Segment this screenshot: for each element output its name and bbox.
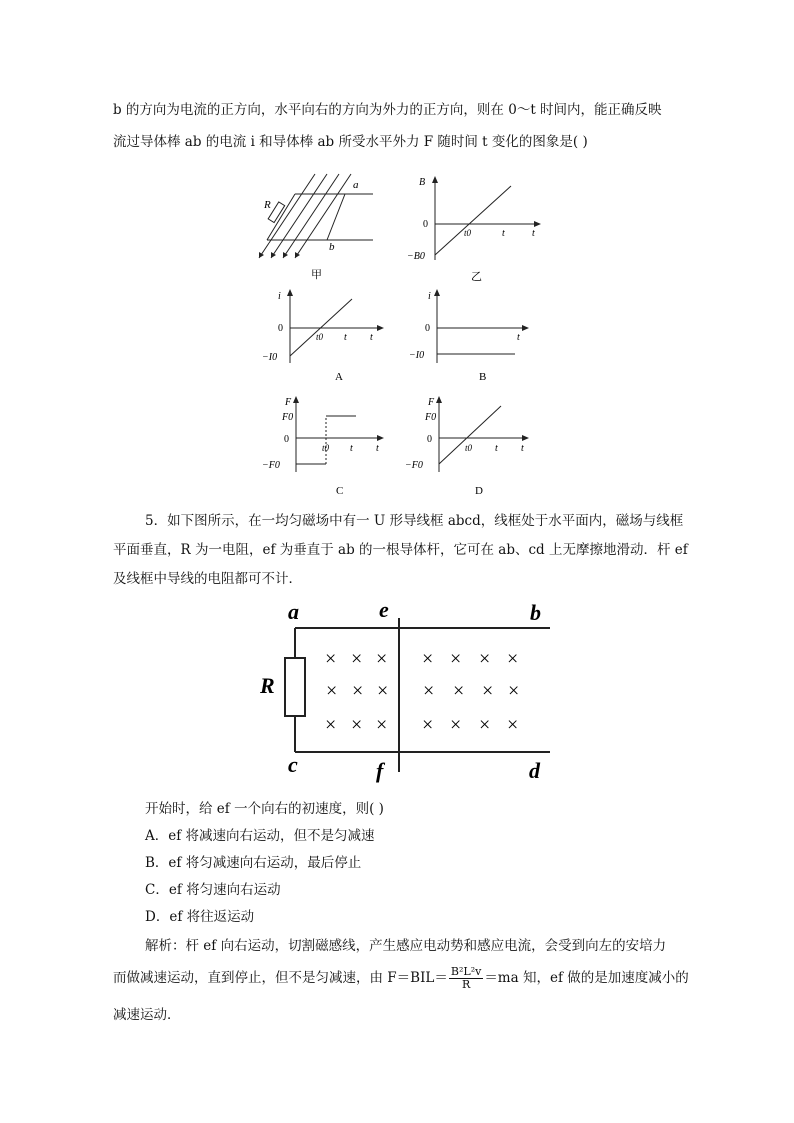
field-cross: × — [326, 680, 338, 702]
q5-text-line-2: 平面垂直，R 为一电阻，ef 为垂直于 ab 的一根导体杆，它可在 ab、cd 上无摩擦地滑动．杆 ef — [113, 542, 688, 558]
yi-y-zero: 0 — [423, 219, 428, 230]
q5-analysis-line-3: 减速运动． — [113, 1007, 181, 1023]
b-ylabel: i — [428, 291, 431, 302]
q5-label-a: a — [288, 599, 299, 624]
field-cross: × — [507, 648, 519, 670]
field-cross: × — [376, 648, 388, 670]
jia-label-b: b — [329, 241, 335, 253]
yi-ylabel: B — [419, 177, 426, 188]
field-cross: × — [479, 648, 491, 670]
q5-label-b: b — [530, 600, 541, 625]
q5-option-c: C．ef 将匀速向右运动 — [145, 882, 281, 898]
field-cross: × — [325, 648, 337, 670]
field-cross: × — [376, 714, 388, 736]
a-x-t0: t0 — [316, 332, 324, 342]
q5-label-e: e — [379, 597, 389, 622]
fraction-numerator: B²L²v — [450, 965, 482, 978]
c-y-pos: F0 — [282, 412, 294, 423]
q5-label-c: c — [288, 752, 298, 777]
field-cross: × — [507, 714, 519, 736]
figure-jia — [245, 168, 385, 283]
a-y-zero: 0 — [278, 323, 283, 334]
field-cross: × — [351, 648, 363, 670]
yi-x-t0: t0 — [464, 228, 472, 238]
d-x-t0: t0 — [465, 443, 473, 453]
field-cross: × — [422, 714, 434, 736]
c-x-t0: t0 — [322, 443, 330, 453]
a-x-axis: t — [370, 332, 373, 343]
field-cross: × — [351, 714, 363, 736]
option-b-graph — [407, 285, 547, 390]
q5-label-d: d — [529, 758, 540, 783]
c-caption: C — [336, 485, 344, 497]
figure-yi — [405, 170, 545, 285]
analysis-fraction — [449, 966, 483, 991]
q5-option-d: D．ef 将往返运动 — [145, 909, 255, 925]
a-x-t: t — [344, 332, 347, 343]
d-y-zero: 0 — [427, 434, 432, 445]
analysis-text-post: ＝ma 知，ef 做的是加速度减小的 — [484, 970, 689, 986]
field-cross: × — [352, 680, 364, 702]
d-x-t: t — [495, 443, 498, 454]
jia-label-R: R — [264, 199, 271, 211]
yi-x-t: t — [502, 228, 505, 239]
d-ylabel: F — [428, 397, 435, 408]
q5-label-f: f — [376, 758, 384, 783]
b-y-zero: 0 — [425, 323, 430, 334]
a-y-neg: −I0 — [262, 352, 278, 363]
d-y-pos: F0 — [425, 412, 437, 423]
b-x-axis: t — [517, 332, 520, 343]
q5-text-line-3: 及线框中导线的电阻都可不计． — [113, 571, 302, 587]
b-caption: B — [479, 371, 487, 383]
analysis-text-pre: 而做减速运动，直到停止，但不是匀减速，由 F＝BIL＝ — [113, 970, 448, 986]
q5-circuit-figure — [250, 596, 560, 786]
jia-caption: 甲 — [311, 269, 322, 281]
jia-label-a: a — [353, 179, 359, 191]
a-ylabel: i — [278, 291, 281, 302]
option-c-graph — [260, 392, 400, 502]
d-x-axis: t — [521, 443, 524, 454]
d-y-neg: −F0 — [405, 460, 423, 471]
field-cross: × — [325, 714, 337, 736]
option-d-graph — [403, 392, 543, 502]
field-cross: × — [422, 648, 434, 670]
field-cross: × — [453, 680, 465, 702]
a-caption: A — [335, 371, 343, 383]
field-cross: × — [482, 680, 494, 702]
option-a-graph — [260, 285, 400, 390]
field-cross: × — [450, 714, 462, 736]
field-cross: × — [423, 680, 435, 702]
c-x-axis: t — [376, 443, 379, 454]
q4-text-line-2: 流过导体棒 ab 的电流 i 和导体棒 ab 所受水平外力 F 随时间 t 变化的图象是( ) — [113, 134, 588, 150]
b-y-neg: −I0 — [409, 350, 425, 361]
q5-option-a: A．ef 将减速向右运动，但不是匀减速 — [145, 828, 375, 844]
d-caption: D — [475, 485, 483, 497]
yi-x-axis: t — [532, 228, 535, 239]
yi-caption: 乙 — [471, 271, 482, 283]
q5-option-b: B．ef 将匀减速向右运动，最后停止 — [145, 855, 362, 871]
field-cross: × — [377, 680, 389, 702]
q5-label-R: R — [260, 673, 275, 698]
magnetic-field-crosses — [325, 648, 519, 736]
c-y-zero: 0 — [284, 434, 289, 445]
q5-analysis-line-1: 解析：杆 ef 向右运动，切割磁感线，产生感应电动势和感应电流，会受到向左的安培力 — [145, 938, 667, 954]
q5-analysis-line-2 — [113, 966, 689, 991]
q4-text-line-1: b 的方向为电流的正方向，水平向右的方向为外力的正方向，则在 0～t 时间内，能正确反映 — [113, 102, 662, 118]
c-y-neg: −F0 — [262, 460, 280, 471]
field-cross: × — [450, 648, 462, 670]
fraction-denominator: R — [461, 978, 471, 991]
field-cross: × — [479, 714, 491, 736]
c-x-t: t — [350, 443, 353, 454]
q5-text-line-1: 5．如下图所示，在一均匀磁场中有一 U 形导线框 abcd，线框处于水平面内，磁场与线框 — [145, 513, 684, 529]
c-ylabel: F — [285, 397, 292, 408]
field-cross: × — [508, 680, 520, 702]
yi-y-neg: −B0 — [407, 251, 425, 262]
q5-question: 开始时，给 ef 一个向右的初速度，则( ) — [145, 801, 384, 817]
